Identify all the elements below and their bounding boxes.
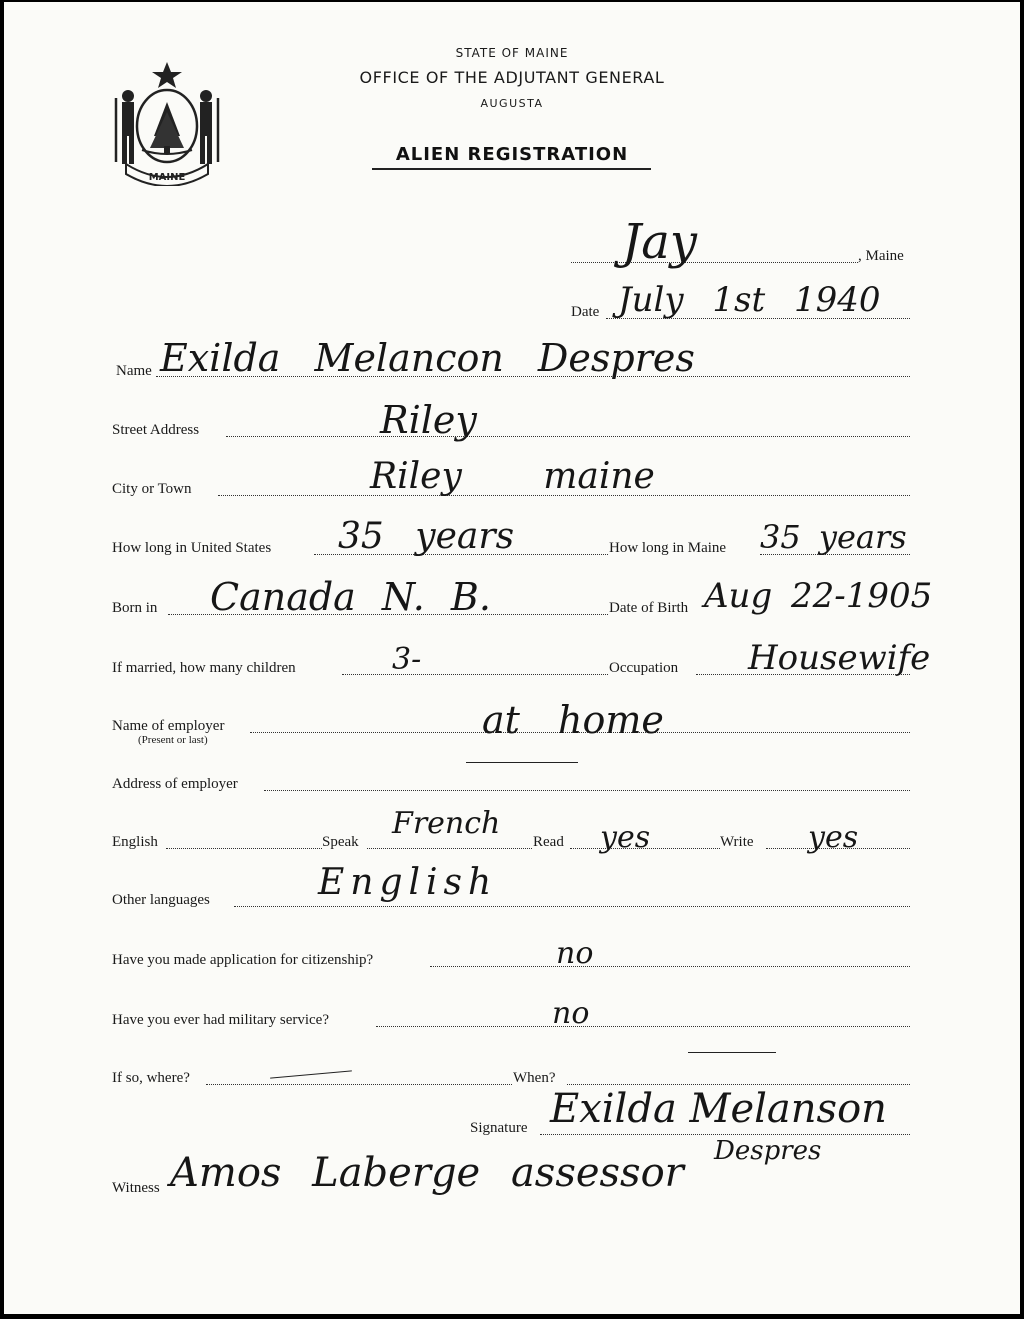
children-value: 3- — [392, 642, 422, 677]
maine-label: , Maine — [858, 248, 904, 264]
where-label: If so, where? — [112, 1070, 190, 1086]
town-value: Jay — [622, 214, 697, 270]
when-dotted-line — [567, 1084, 910, 1085]
military-dotted-line — [376, 1026, 910, 1027]
speak-value: French — [392, 806, 501, 841]
signature-dotted-line — [540, 1134, 910, 1135]
dob-label: Date of Birth — [609, 600, 689, 616]
date-value: July 1st 1940 — [618, 280, 881, 320]
employer-address-dotted-line — [264, 790, 910, 791]
read-label: Read — [533, 834, 564, 850]
employer-value: at home — [482, 698, 664, 742]
other-languages-dotted-line — [234, 906, 910, 907]
write-value: yes — [808, 820, 859, 855]
speak-label: Speak — [322, 834, 359, 850]
city-value: Riley maine — [370, 456, 655, 497]
form-title: ALIEN REGISTRATION — [395, 144, 629, 165]
english-label: English — [112, 834, 158, 850]
english-dotted-line — [166, 848, 322, 849]
speak-dotted-line — [367, 848, 532, 849]
street-label: Street Address — [112, 422, 200, 438]
other-languages-value: English — [318, 862, 498, 903]
title-underline — [372, 168, 651, 170]
where-dotted-line — [206, 1084, 512, 1085]
born-in-label: Born in — [112, 600, 158, 616]
dob-value: Aug 22-1905 — [704, 576, 933, 616]
citizenship-value: no — [556, 936, 594, 971]
name-value: Exilda Melancon Despres — [160, 336, 695, 380]
military-value: no — [552, 996, 590, 1031]
other-languages-label: Other languages — [112, 892, 210, 908]
signature-label: Signature — [470, 1120, 528, 1136]
children-label: If married, how many children — [112, 660, 296, 676]
employer-dash-mark — [466, 762, 578, 763]
employer-sublabel: (Present or last) — [138, 734, 208, 746]
citizenship-label: Have you made application for citizenship? — [112, 952, 374, 968]
signature-second-line: Despres — [714, 1136, 822, 1166]
employer-address-label: Address of employer — [112, 776, 238, 792]
employer-label: Name of employer — [112, 718, 225, 734]
military-label: Have you ever had military service? — [112, 1012, 329, 1028]
street-value: Riley — [380, 398, 477, 442]
header-office: OFFICE OF THE ADJUTANT GENERAL — [359, 68, 665, 87]
witness-label: Witness — [112, 1180, 160, 1196]
children-dotted-line — [342, 674, 608, 675]
name-label: Name — [116, 363, 152, 379]
street-dotted-line — [226, 436, 910, 437]
how-long-maine-value: 35 years — [760, 518, 907, 556]
how-long-us-value: 35 years — [338, 516, 515, 557]
military-dash-mark — [688, 1052, 776, 1053]
town-dotted-line — [571, 262, 858, 263]
seal-banner-text: MAINE — [148, 172, 186, 183]
witness-value: Amos Laberge assessor — [170, 1150, 684, 1196]
date-label: Date — [571, 304, 600, 320]
read-value: yes — [600, 820, 651, 855]
city-label: City or Town — [112, 481, 192, 497]
how-long-maine-label: How long in Maine — [609, 540, 727, 556]
header-state: STATE OF MAINE — [455, 46, 569, 60]
occupation-value: Housewife — [748, 638, 931, 678]
citizenship-dotted-line — [430, 966, 910, 967]
header-city: AUGUSTA — [480, 97, 544, 110]
born-in-value: Canada N. B. — [210, 575, 491, 619]
write-label: Write — [720, 834, 754, 850]
occupation-label: Occupation — [609, 660, 679, 676]
signature-value: Exilda Melanson — [550, 1086, 887, 1132]
how-long-us-label: How long in United States — [112, 540, 272, 556]
when-label: When? — [513, 1070, 556, 1086]
